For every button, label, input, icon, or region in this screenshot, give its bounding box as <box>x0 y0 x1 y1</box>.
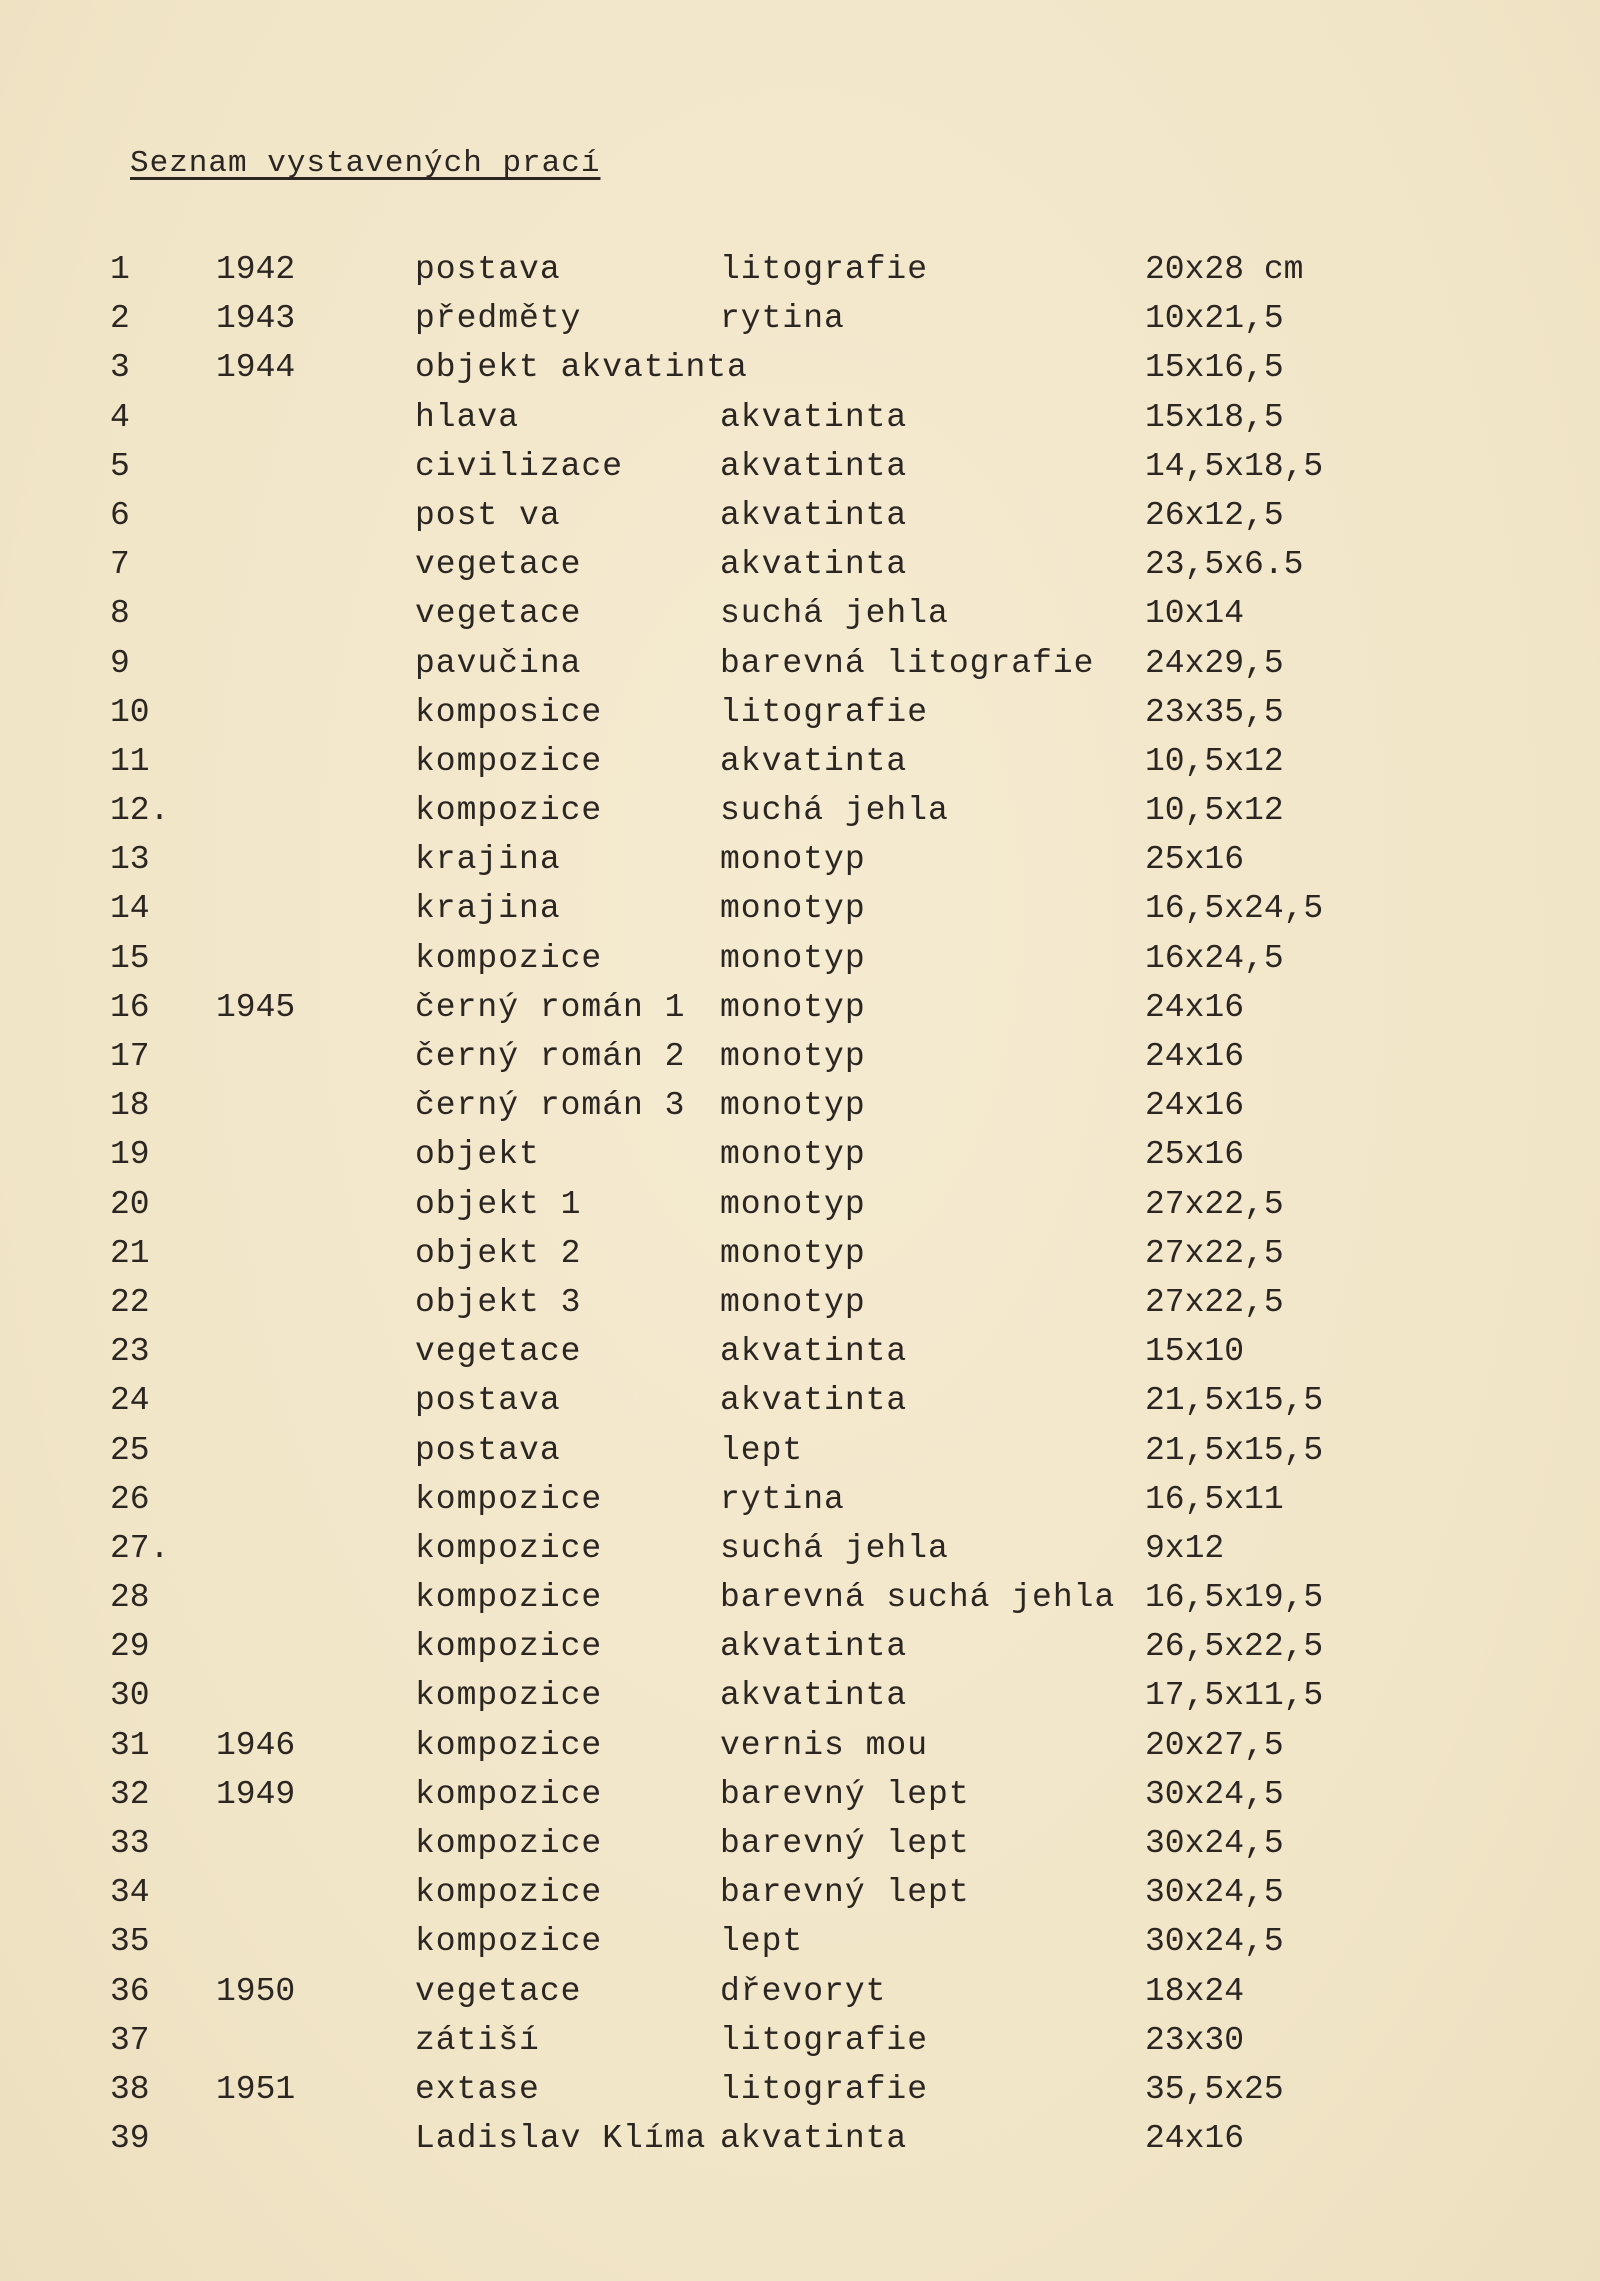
item-technique: barevný lept <box>720 1825 970 1862</box>
item-number: 4 <box>110 398 130 436</box>
list-item <box>0 442 1600 491</box>
list-item <box>0 1475 1600 1524</box>
item-number: 39 <box>110 2120 150 2158</box>
list-item <box>0 1721 1600 1770</box>
item-number: 6 <box>110 496 130 534</box>
item-size: 15x16,5 <box>1145 349 1284 387</box>
item-size: 24x16 <box>1145 988 1245 1026</box>
item-size: 16,5x19,5 <box>1145 1579 1324 1617</box>
document-title: Seznam vystavených prací <box>130 146 601 181</box>
item-title: kompozice <box>415 1726 603 1764</box>
item-title: krajina <box>415 890 561 928</box>
item-technique: monotyp <box>720 1087 866 1125</box>
item-size: 16,5x11 <box>1145 1480 1284 1518</box>
item-technique: litografie <box>720 2021 929 2059</box>
item-technique: barevná litografie <box>720 644 1095 682</box>
item-number: 9 <box>110 644 130 682</box>
item-title: civilizace <box>415 447 624 485</box>
item-size: 21,5x15,5 <box>1145 1382 1324 1420</box>
list-item <box>0 491 1600 540</box>
item-title: postava <box>415 1382 561 1420</box>
item-size: 30x24,5 <box>1145 1923 1284 1961</box>
item-title: černý román 1 <box>415 988 686 1026</box>
list-item <box>0 1130 1600 1179</box>
item-technique: akvatinta <box>720 2120 908 2158</box>
item-number: 16 <box>110 988 150 1026</box>
item-number: 13 <box>110 841 150 879</box>
item-size: 25x16 <box>1145 1136 1245 1174</box>
item-number: 10 <box>110 693 150 731</box>
item-number: 8 <box>110 595 130 633</box>
item-size: 35,5x25 <box>1145 2070 1284 2108</box>
item-technique: dřevoryt <box>720 1972 887 2010</box>
item-year: 1942 <box>216 251 296 288</box>
item-number: 29 <box>110 1628 150 1666</box>
item-title: postava <box>415 251 561 288</box>
item-size: 30x24,5 <box>1145 1874 1284 1912</box>
item-title: kompozice <box>415 939 603 977</box>
list-item <box>0 884 1600 933</box>
item-technique: rytina <box>720 1480 845 1518</box>
item-technique: akvatinta <box>720 1677 908 1715</box>
item-technique: akvatinta <box>720 742 908 780</box>
item-size: 18x24 <box>1145 1972 1245 2010</box>
item-number: 1 <box>110 251 130 288</box>
item-technique: monotyp <box>720 1283 866 1321</box>
list-item <box>0 2114 1600 2163</box>
item-number: 5 <box>110 447 130 485</box>
item-title: kompozice <box>415 742 603 780</box>
item-size: 26,5x22,5 <box>1145 1628 1324 1666</box>
item-number: 19 <box>110 1136 150 1174</box>
item-technique: monotyp <box>720 1038 866 1075</box>
item-number: 22 <box>110 1283 150 1321</box>
item-number: 36 <box>110 1972 150 2010</box>
item-technique: suchá jehla <box>720 792 949 830</box>
item-technique: monotyp <box>720 988 866 1026</box>
item-technique: rytina <box>720 300 845 338</box>
item-title: kompozice <box>415 1775 603 1813</box>
item-title: kompozice <box>415 1628 603 1666</box>
item-title: vegetace <box>415 595 582 633</box>
item-title: kompozice <box>415 1579 603 1617</box>
item-size: 24x16 <box>1145 1087 1245 1125</box>
item-number: 28 <box>110 1579 150 1617</box>
item-technique: akvatinta <box>720 1382 908 1420</box>
item-year: 1951 <box>216 2070 296 2108</box>
item-title: vegetace <box>415 1333 582 1371</box>
list-item <box>0 1967 1600 2016</box>
item-technique: akvatinta <box>720 447 908 485</box>
item-number: 31 <box>110 1726 150 1764</box>
item-size: 10,5x12 <box>1145 792 1284 830</box>
list-item <box>0 589 1600 638</box>
item-title: předměty <box>415 300 582 338</box>
item-size: 30x24,5 <box>1145 1825 1284 1862</box>
item-size: 20x27,5 <box>1145 1726 1284 1764</box>
list-item <box>0 934 1600 983</box>
item-title: komposice <box>415 693 603 731</box>
item-title: zátiší <box>415 2021 540 2059</box>
item-title: kompozice <box>415 1825 603 1862</box>
item-technique: litografie <box>720 693 929 731</box>
item-title: kompozice <box>415 792 603 830</box>
item-technique: suchá jehla <box>720 1529 949 1567</box>
item-size: 9x12 <box>1145 1529 1225 1567</box>
item-technique: monotyp <box>720 1234 866 1272</box>
item-number: 15 <box>110 939 150 977</box>
works-list <box>0 245 1600 2163</box>
item-size: 15x10 <box>1145 1333 1245 1371</box>
item-title: vegetace <box>415 546 582 584</box>
list-item <box>0 1229 1600 1278</box>
item-number: 17 <box>110 1038 150 1075</box>
item-title: postava <box>415 1431 561 1469</box>
item-number: 12. <box>110 792 170 830</box>
list-item <box>0 786 1600 835</box>
item-size: 23x35,5 <box>1145 693 1284 731</box>
item-technique: monotyp <box>720 939 866 977</box>
item-year: 1945 <box>216 988 296 1026</box>
list-item <box>0 737 1600 786</box>
item-number: 34 <box>110 1874 150 1912</box>
item-size: 27x22,5 <box>1145 1283 1284 1321</box>
item-size: 27x22,5 <box>1145 1234 1284 1272</box>
item-size: 10x21,5 <box>1145 300 1284 338</box>
item-number: 7 <box>110 546 130 584</box>
list-item <box>0 1426 1600 1475</box>
item-title: kompozice <box>415 1529 603 1567</box>
item-size: 25x16 <box>1145 841 1245 879</box>
item-size: 24x16 <box>1145 1038 1245 1075</box>
item-size: 23x30 <box>1145 2021 1245 2059</box>
item-technique: barevný lept <box>720 1775 970 1813</box>
item-year: 1944 <box>216 349 296 387</box>
item-technique: monotyp <box>720 890 866 928</box>
item-number: 35 <box>110 1923 150 1961</box>
item-number: 37 <box>110 2021 150 2059</box>
list-item <box>0 294 1600 343</box>
item-number: 3 <box>110 349 130 387</box>
item-size: 27x22,5 <box>1145 1185 1284 1223</box>
item-title: objekt 3 <box>415 1283 582 1321</box>
item-title: objekt <box>415 1136 540 1174</box>
list-item <box>0 1868 1600 1917</box>
list-item <box>0 688 1600 737</box>
list-item <box>0 983 1600 1032</box>
item-title: Ladislav Klíma <box>415 2120 707 2158</box>
item-technique: lept <box>720 1923 804 1961</box>
item-technique: litografie <box>720 251 929 288</box>
list-item <box>0 1032 1600 1081</box>
list-item <box>0 2016 1600 2065</box>
item-technique: litografie <box>720 2070 929 2108</box>
list-item <box>0 1573 1600 1622</box>
list-item <box>0 393 1600 442</box>
list-item <box>0 1081 1600 1130</box>
list-item <box>0 2065 1600 2114</box>
item-number: 27. <box>110 1529 170 1567</box>
list-item <box>0 1278 1600 1327</box>
item-title: kompozice <box>415 1480 603 1518</box>
item-title: objekt 2 <box>415 1234 582 1272</box>
item-year: 1950 <box>216 1972 296 2010</box>
list-item <box>0 540 1600 589</box>
item-year: 1949 <box>216 1775 296 1813</box>
item-technique: monotyp <box>720 1136 866 1174</box>
list-item <box>0 343 1600 392</box>
list-item <box>0 1671 1600 1720</box>
item-size: 24x16 <box>1145 2120 1245 2158</box>
item-size: 30x24,5 <box>1145 1775 1284 1813</box>
item-size: 16,5x24,5 <box>1145 890 1324 928</box>
item-technique: monotyp <box>720 841 866 879</box>
item-number: 14 <box>110 890 150 928</box>
item-number: 33 <box>110 1825 150 1862</box>
item-number: 26 <box>110 1480 150 1518</box>
item-title: extase <box>415 2070 540 2108</box>
item-technique: akvatinta <box>720 546 908 584</box>
item-number: 21 <box>110 1234 150 1272</box>
item-size: 10x14 <box>1145 595 1245 633</box>
item-title: kompozice <box>415 1923 603 1961</box>
list-item <box>0 1327 1600 1376</box>
item-number: 24 <box>110 1382 150 1420</box>
item-size: 24x29,5 <box>1145 644 1284 682</box>
list-item <box>0 639 1600 688</box>
item-size: 15x18,5 <box>1145 398 1284 436</box>
item-title: černý román 2 <box>415 1038 686 1075</box>
item-title: krajina <box>415 841 561 879</box>
item-number: 38 <box>110 2070 150 2108</box>
item-number: 2 <box>110 300 130 338</box>
item-technique: akvatinta <box>720 496 908 534</box>
item-number: 23 <box>110 1333 150 1371</box>
item-size: 16x24,5 <box>1145 939 1284 977</box>
item-year: 1943 <box>216 300 296 338</box>
item-number: 20 <box>110 1185 150 1223</box>
list-item <box>0 835 1600 884</box>
list-item <box>0 1917 1600 1966</box>
item-size: 21,5x15,5 <box>1145 1431 1324 1469</box>
item-size: 10,5x12 <box>1145 742 1284 780</box>
list-item <box>0 1180 1600 1229</box>
item-technique: akvatinta <box>720 1333 908 1371</box>
list-item <box>0 1622 1600 1671</box>
list-item <box>0 1524 1600 1573</box>
item-year: 1946 <box>216 1726 296 1764</box>
item-title: kompozice <box>415 1874 603 1912</box>
item-title: černý román 3 <box>415 1087 686 1125</box>
item-technique: barevná suchá jehla <box>720 1579 1116 1617</box>
list-item <box>0 1770 1600 1819</box>
item-size: 17,5x11,5 <box>1145 1677 1324 1715</box>
item-technique: lept <box>720 1431 804 1469</box>
item-size: 20x28 cm <box>1145 251 1304 288</box>
item-technique: barevný lept <box>720 1874 970 1912</box>
item-number: 11 <box>110 742 150 780</box>
item-number: 25 <box>110 1431 150 1469</box>
item-title: hlava <box>415 398 520 436</box>
item-technique: akvatinta <box>720 398 908 436</box>
list-item <box>0 1376 1600 1425</box>
item-number: 18 <box>110 1087 150 1125</box>
item-size: 23,5x6.5 <box>1145 546 1304 584</box>
item-number: 30 <box>110 1677 150 1715</box>
item-technique: monotyp <box>720 1185 866 1223</box>
item-title: objekt 1 <box>415 1185 582 1223</box>
item-size: 14,5x18,5 <box>1145 447 1324 485</box>
item-technique: suchá jehla <box>720 595 949 633</box>
item-title: objekt akvatinta <box>415 349 748 387</box>
item-title: vegetace <box>415 1972 582 2010</box>
item-title: kompozice <box>415 1677 603 1715</box>
list-item <box>0 245 1600 294</box>
item-title: post va <box>415 496 561 534</box>
item-size: 26x12,5 <box>1145 496 1284 534</box>
item-title: pavučina <box>415 644 582 682</box>
list-item <box>0 1819 1600 1868</box>
item-number: 32 <box>110 1775 150 1813</box>
item-technique: akvatinta <box>720 1628 908 1666</box>
item-technique: vernis mou <box>720 1726 929 1764</box>
